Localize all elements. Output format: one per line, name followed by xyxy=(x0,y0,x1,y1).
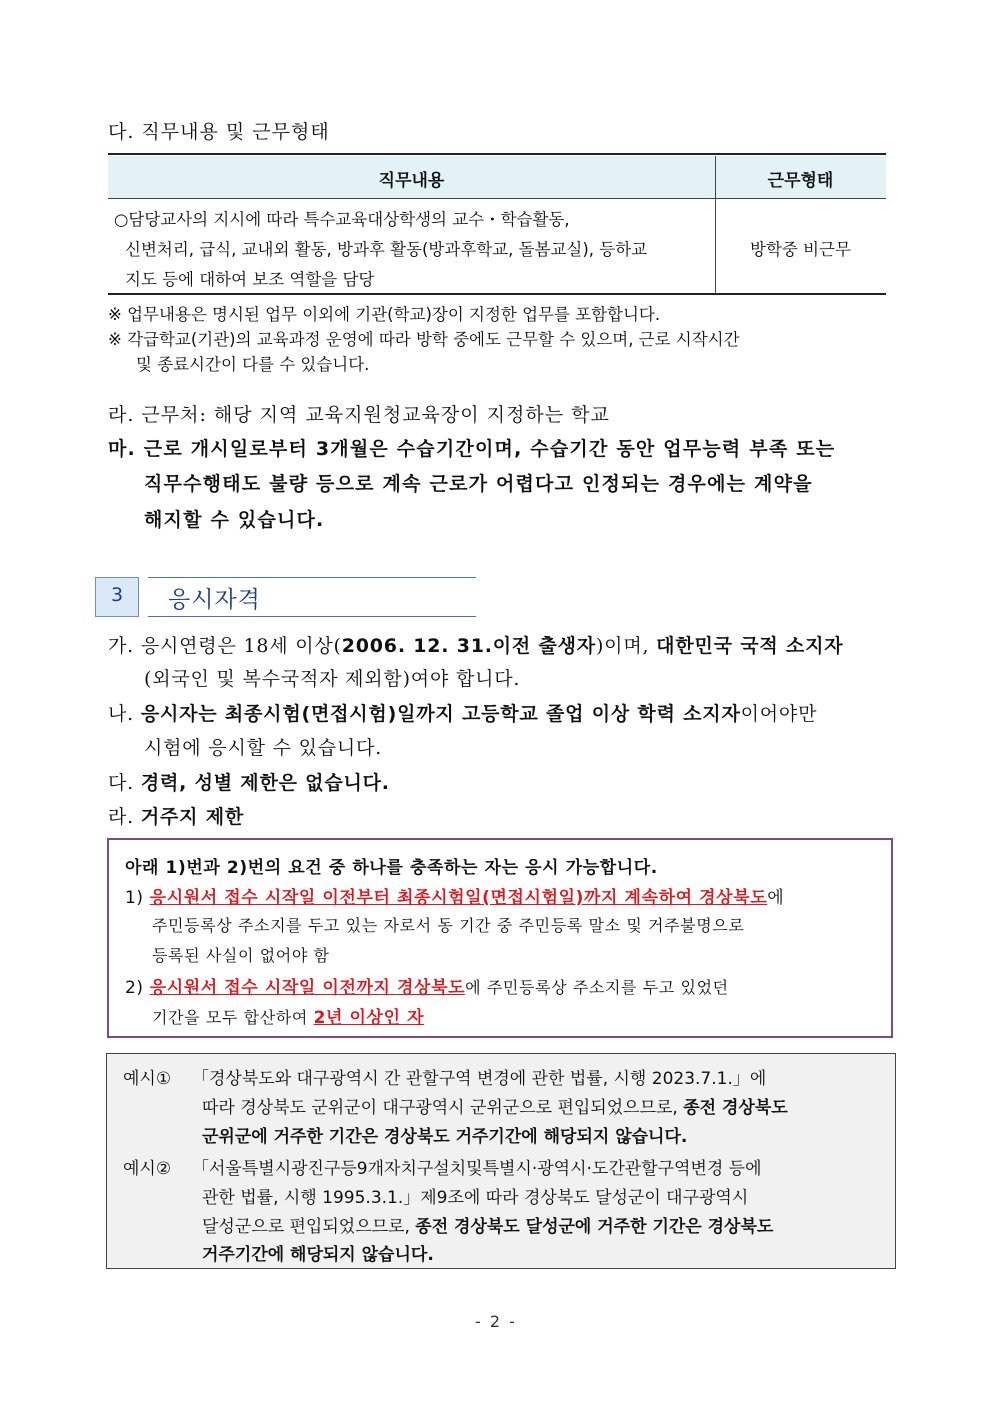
residency-item-1-suffix: 에 xyxy=(767,888,785,908)
section-title: 응시자격 xyxy=(168,587,261,613)
qualification-residency xyxy=(108,802,244,829)
residency-item-2-suffix: 에 주민등록상 주소지를 두고 있었던 xyxy=(465,978,729,997)
residency-item-1-highlight: 응시원서 접수 시작일 이전부터 최종시험일(면접시험일)까지 계속하여 경상북도 xyxy=(149,888,768,908)
qualification-education-suffix: 이어야만 xyxy=(740,703,818,725)
example-2-line3 xyxy=(202,1212,773,1237)
duty-line: ○담당교사의 지시에 따라 특수교육대상학생의 교수・학습활동, xyxy=(114,210,570,229)
example-2-line3-bold: 종전 경상북도 달성군에 거주한 기간은 경상북도 xyxy=(415,1217,774,1237)
note-hours-continued: 및 종료시간이 다를 수 있습니다. xyxy=(136,355,370,374)
probation-line: 해지할 수 있습니다. xyxy=(144,509,325,531)
residency-item-1-number: 1) xyxy=(125,888,144,908)
duties-table-bottom-border xyxy=(108,293,886,295)
qualification-career-prefix: 다. xyxy=(108,772,141,794)
qualification-residency-bold: 거주지 제한 xyxy=(140,806,245,828)
example-2-label: 예시② xyxy=(123,1159,172,1179)
residency-item-2-number: 2) xyxy=(125,978,144,998)
qualification-age-mid: )이며, xyxy=(595,635,657,657)
qualification-career-bold: 경력, 성별 제한은 없습니다. xyxy=(140,772,390,794)
residency-item-2-line2-prefix: 기간을 모두 합산하여 xyxy=(152,1008,314,1027)
residency-item-2-highlight: 응시원서 접수 시작일 이전까지 경상북도 xyxy=(149,978,466,998)
probation-line: 마. 근로 개시일로부터 3개월은 수습기간이며, 수습기간 동안 업무능력 부족 또는 xyxy=(108,438,836,460)
example-2-line2: 관한 법률, 시행 1995.3.1.」제9조에 따라 경상북도 달성군이 대구광역시 xyxy=(202,1188,749,1208)
qualification-age xyxy=(108,631,843,658)
residency-intro: 아래 1)번과 2)번의 요건 중 하나를 충족하는 자는 응시 가능합니다. xyxy=(125,858,658,878)
residency-item-2-line2-highlight: 2년 이상인 자 xyxy=(313,1008,425,1028)
section-number: 3 xyxy=(110,584,124,606)
workplace-item: 라. 근무처: 해당 지역 교육지원청교육장이 지정하는 학교 xyxy=(108,404,610,426)
example-1-line2-prefix: 따라 경상북도 군위군이 대구광역시 군위군으로 편입되었으므로, xyxy=(202,1098,684,1118)
duty-line: 지도 등에 대하여 보조 역할을 담당 xyxy=(125,270,375,289)
worktype-cell: 방학중 비근무 xyxy=(750,240,851,259)
qualification-education-line2: 시험에 응시할 수 있습니다. xyxy=(144,737,383,759)
qualification-age-prefix: 가. 응시연령은 18세 이상( xyxy=(108,635,342,657)
qualification-age-line2: (외국인 및 복수국적자 제외함)여야 합니다. xyxy=(144,668,521,690)
worktype-column-header: 근무형태 xyxy=(767,171,834,191)
duties-table-top-border xyxy=(108,153,886,155)
qualification-career-gender xyxy=(108,768,390,795)
example-1-line2 xyxy=(202,1093,788,1118)
residency-item-1-line2: 주민등록상 주소지를 두고 있는 자로서 동 기간 중 주민등록 말소 및 거주불명으로 xyxy=(152,916,745,935)
section-title-bottom-rule xyxy=(148,616,476,617)
duties-column-header: 직무내용 xyxy=(378,171,445,191)
residency-item-2-line2 xyxy=(152,1003,424,1028)
page-number: - 2 - xyxy=(475,1312,517,1331)
note-duties: ※ 업무내용은 명시된 업무 이외에 기관(학교)장이 지정한 업무를 포함합니다. xyxy=(108,305,661,324)
example-1-label: 예시① xyxy=(123,1069,172,1089)
qualification-education-prefix: 나. xyxy=(108,703,141,725)
example-2-line3-prefix: 달성군으로 편입되었으므로, xyxy=(202,1217,416,1237)
qualification-residency-prefix: 라. xyxy=(108,806,141,828)
section-heading-duties: 다. 직무내용 및 근무형태 xyxy=(108,121,330,143)
example-1-line3: 군위군에 거주한 기간은 경상북도 거주기간에 해당되지 않습니다. xyxy=(202,1127,688,1147)
note-hours: ※ 각급학교(기관)의 교육과정 운영에 따라 방학 중에도 근무할 수 있으며, 근로 시작시간 xyxy=(108,330,740,349)
section-title-top-rule xyxy=(148,577,476,578)
residency-item-2 xyxy=(125,973,729,998)
residency-item-1-line3: 등록된 사실이 없어야 함 xyxy=(152,946,330,965)
qualification-education-bold: 응시자는 최종시험(면접시험)일까지 고등학교 졸업 이상 학력 소지자 xyxy=(140,703,741,725)
example-1-line2-bold: 종전 경상북도 xyxy=(683,1098,788,1118)
qualification-education xyxy=(108,699,817,726)
residency-item-1 xyxy=(125,883,784,908)
qualification-nationality: 대한민국 국적 소지자 xyxy=(656,635,844,657)
qualification-birth-cutoff: 2006. 12. 31.이전 출생자 xyxy=(341,635,596,657)
example-2-line4: 거주기간에 해당되지 않습니다. xyxy=(202,1245,434,1265)
duty-line: 신변처리, 급식, 교내외 활동, 방과후 활동(방과후학교, 돌봄교실), 등하교 xyxy=(125,240,648,259)
probation-line: 직무수행태도 불량 등으로 계속 근로가 어렵다고 인정되는 경우에는 계약을 xyxy=(144,473,813,495)
example-2-line1: 「서울특별시광진구등9개자치구설치및특별시·광역시·도간관할구역변경 등에 xyxy=(192,1159,762,1179)
example-1-line1: 「경상북도와 대구광역시 간 관할구역 변경에 관한 법률, 시행 2023.7.1.」에 xyxy=(192,1069,767,1089)
